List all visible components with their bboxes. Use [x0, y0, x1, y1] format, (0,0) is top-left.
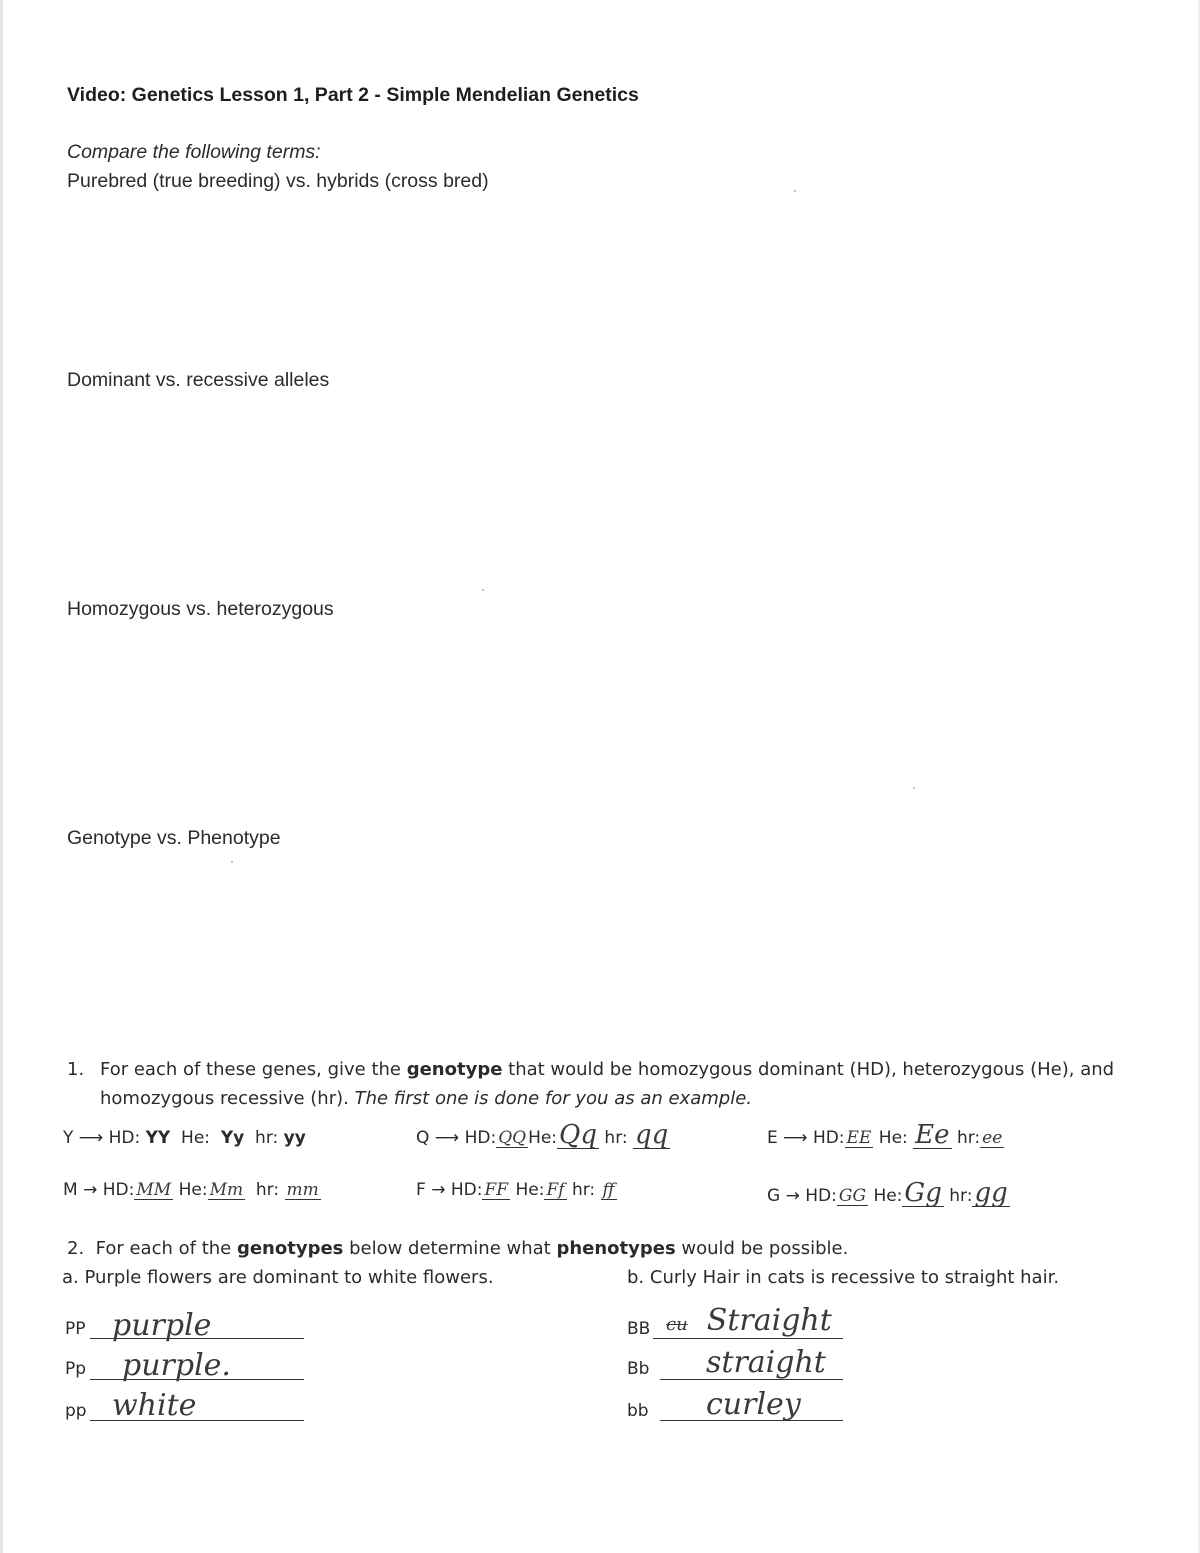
question-2-number: 2. — [67, 1238, 85, 1259]
gene-G-hd: GG — [838, 1186, 867, 1206]
keyword-phenotypes: phenotypes — [556, 1238, 676, 1259]
gene-Q-he: Qq — [559, 1120, 598, 1150]
gene-F-hd: FF — [484, 1180, 509, 1200]
gene-G-hr: gg — [974, 1178, 1008, 1208]
term-genotype-vs-phenotype: Genotype vs. Phenotype — [67, 827, 281, 849]
gene-G: G → HD: GG He:Gg hr:gg — [767, 1178, 1008, 1208]
cat-genotype-bb: bb — [627, 1401, 649, 1421]
question-2-part-a: a. Purple flowers are dominant to white flowers. — [62, 1267, 494, 1288]
term-purebred-vs-hybrids: Purebred (true breeding) vs. hybrids (cross bred) — [67, 170, 489, 192]
cat-answer-BB: cu Straight — [666, 1303, 832, 1338]
cat-genotype-Bb: Bb — [627, 1359, 650, 1379]
gene-E: E ⟶ HD: EE He: Ee hr: ee — [767, 1120, 1003, 1150]
gene-Q-hr: qq — [635, 1120, 669, 1150]
scan-speck — [482, 589, 484, 591]
gene-E-he: Ee — [915, 1120, 950, 1150]
question-2: 2. For each of the genotypes below determine what phenotypes would be possible. — [67, 1238, 849, 1259]
term-homozygous-vs-heterozygous: Homozygous vs. heterozygous — [67, 598, 334, 620]
gene-F-he: Ff — [546, 1180, 565, 1200]
gene-Q: Q ⟶ HD: QQ He:Qq hr: qq — [416, 1120, 669, 1150]
flower-answer-PP: purple — [112, 1308, 212, 1343]
cat-answer-Bb: straight — [706, 1345, 826, 1380]
scan-speck — [231, 861, 233, 863]
gene-M-hd: MM — [136, 1180, 172, 1200]
gene-Y: Y ⟶ HD: YY He: Yy hr: yy — [63, 1128, 306, 1148]
flower-genotype-pp: pp — [65, 1401, 87, 1421]
example-note: The first one is done for you as an example. — [354, 1088, 752, 1109]
scan-speck — [794, 190, 796, 192]
cat-answer-BB-strikeout: cu — [666, 1314, 688, 1335]
gene-Y-hd: YY — [145, 1128, 171, 1148]
flower-answer-Pp: purple. — [122, 1348, 231, 1383]
gene-Q-hd: QQ — [498, 1128, 527, 1148]
flower-genotype-Pp: Pp — [65, 1359, 87, 1379]
scan-edge-left — [0, 0, 3, 1553]
instructions: Compare the following terms: — [67, 141, 321, 163]
gene-M-he: Mm — [209, 1180, 244, 1200]
question-1 — [67, 1055, 1127, 1113]
keyword-genotype: genotype — [406, 1059, 503, 1080]
gene-Y-hr: yy — [283, 1128, 306, 1148]
gene-M-hr: mm — [286, 1180, 319, 1200]
keyword-genotypes: genotypes — [236, 1238, 344, 1259]
gene-G-he: Gg — [904, 1178, 942, 1208]
gene-M: M → HD: MM He: Mm hr: mm — [63, 1180, 319, 1200]
cat-genotype-BB: BB — [627, 1319, 651, 1339]
question-2-part-b: b. Curly Hair in cats is recessive to straight hair. — [627, 1267, 1060, 1288]
flower-answer-pp: white — [112, 1388, 197, 1423]
gene-F-hr: ff — [602, 1180, 615, 1200]
flower-genotype-PP: PP — [65, 1319, 86, 1339]
scan-speck — [913, 787, 915, 789]
gene-F: F → HD: FF He: Ff hr: ff — [416, 1180, 615, 1200]
term-dominant-vs-recessive: Dominant vs. recessive alleles — [67, 369, 330, 391]
gene-E-hd: EE — [846, 1128, 872, 1148]
gene-E-hr: ee — [982, 1128, 1003, 1148]
question-1-number: 1. — [67, 1059, 85, 1080]
cat-answer-bb: curley — [706, 1387, 801, 1422]
page-title: Video: Genetics Lesson 1, Part 2 - Simple Mendelian Genetics — [67, 84, 639, 106]
cat-answer-line-BB — [653, 1338, 843, 1339]
question-1-text: For each of these genes, give the genotype that would be homozygous dominant (HD), heterozygous (He), and homozygous recessive (hr). The first one is done for you as an example. — [100, 1059, 1115, 1109]
gene-Y-he: Yy — [220, 1128, 245, 1148]
